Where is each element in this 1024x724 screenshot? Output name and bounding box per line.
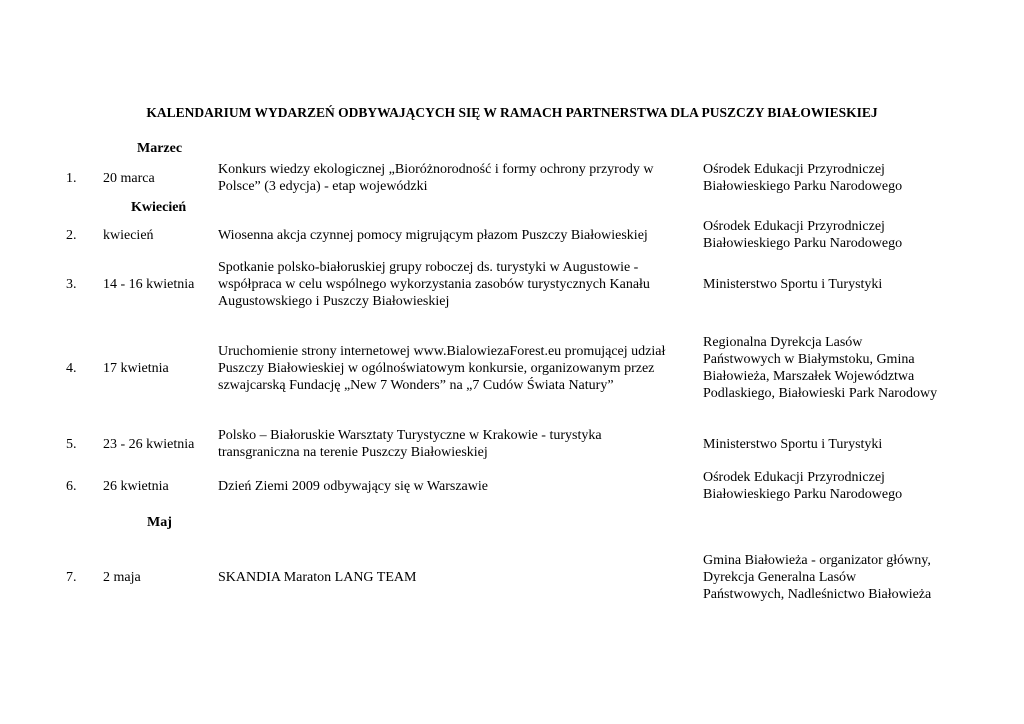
event-organizer: Regionalna Dyrekcja Lasów Państwowych w Białymstoku, Gmina Białowieża, Marszałek Województwa Podlaskiego, Białowieski Park Narodowy bbox=[703, 335, 938, 401]
event-date: kwiecień bbox=[103, 227, 154, 243]
document-title: KALENDARIUM WYDARZEŃ ODBYWAJĄCYCH SIĘ W RAMACH PARTNERSTWA DLA PUSZCZY BIAŁOWIESKIEJ bbox=[146, 105, 878, 120]
event-row-6 bbox=[0, 468, 1024, 504]
event-date: 26 kwietnia bbox=[103, 478, 169, 494]
event-description: Dzień Ziemi 2009 odbywający się w Warszawie bbox=[218, 478, 488, 494]
event-row-3 bbox=[0, 258, 1024, 310]
event-description: Uruchomienie strony internetowej www.BialowiezaForest.eu promującej udział Puszczy Białowieskiej w ogólnoświatowym konkursie, organizowanym przez szwajcarską Fundację „New 7 Wonders” na „7 Cudów Świata Natury” bbox=[218, 343, 666, 393]
event-organizer: Ministerstwo Sportu i Turystyki bbox=[703, 276, 883, 292]
event-description: Konkurs wiedzy ekologicznej „Bioróżnorodność i formy ochrony przyrody w Polsce” (3 edycja) - etap wojewódzki bbox=[218, 162, 654, 194]
event-description: SKANDIA Maraton LANG TEAM bbox=[218, 569, 417, 585]
event-date: 20 marca bbox=[103, 170, 155, 186]
event-number: 1. bbox=[66, 170, 77, 186]
event-row-1 bbox=[0, 160, 1024, 196]
month-heading-april: Kwiecień bbox=[131, 200, 187, 215]
event-organizer: Ministerstwo Sportu i Turystyki bbox=[703, 436, 883, 452]
event-organizer: Ośrodek Edukacji Przyrodniczej Białowieskiego Parku Narodowego bbox=[703, 470, 903, 502]
event-description: Spotkanie polsko-białoruskiej grupy roboczej ds. turystyki w Augustowie - współpraca w celu wspólnego wykorzystania zasobów turystycznych Kanału Augustowskiego i Puszczy Białowieskiej bbox=[218, 259, 650, 309]
event-row-4 bbox=[0, 333, 1024, 403]
event-row-5 bbox=[0, 426, 1024, 462]
event-number: 3. bbox=[66, 276, 77, 292]
event-date: 23 - 26 kwietnia bbox=[103, 436, 195, 452]
event-description: Wiosenna akcja czynnej pomocy migrującym płazom Puszczy Białowieskiej bbox=[218, 227, 648, 243]
event-number: 7. bbox=[66, 569, 77, 585]
event-date: 2 maja bbox=[103, 569, 141, 585]
event-number: 6. bbox=[66, 478, 77, 494]
event-number: 2. bbox=[66, 227, 77, 243]
event-number: 5. bbox=[66, 436, 77, 452]
event-date: 17 kwietnia bbox=[103, 360, 169, 376]
event-number: 4. bbox=[66, 360, 77, 376]
event-row-7 bbox=[0, 551, 1024, 603]
event-organizer: Ośrodek Edukacji Przyrodniczej Białowieskiego Parku Narodowego bbox=[703, 162, 903, 194]
event-organizer: Ośrodek Edukacji Przyrodniczej Białowieskiego Parku Narodowego bbox=[703, 219, 903, 251]
event-organizer: Gmina Białowieża - organizator główny, Dyrekcja Generalna Lasów Państwowych, Nadleśnictwo Białowieża bbox=[703, 552, 932, 602]
month-heading-may: Maj bbox=[147, 515, 172, 530]
event-date: 14 - 16 kwietnia bbox=[103, 276, 195, 292]
event-description: Polsko – Białoruskie Warsztaty Turystyczne w Krakowie - turystyka transgraniczna na terenie Puszczy Białowieskiej bbox=[218, 428, 602, 460]
month-heading-march: Marzec bbox=[137, 141, 183, 156]
event-row-2 bbox=[0, 217, 1024, 253]
